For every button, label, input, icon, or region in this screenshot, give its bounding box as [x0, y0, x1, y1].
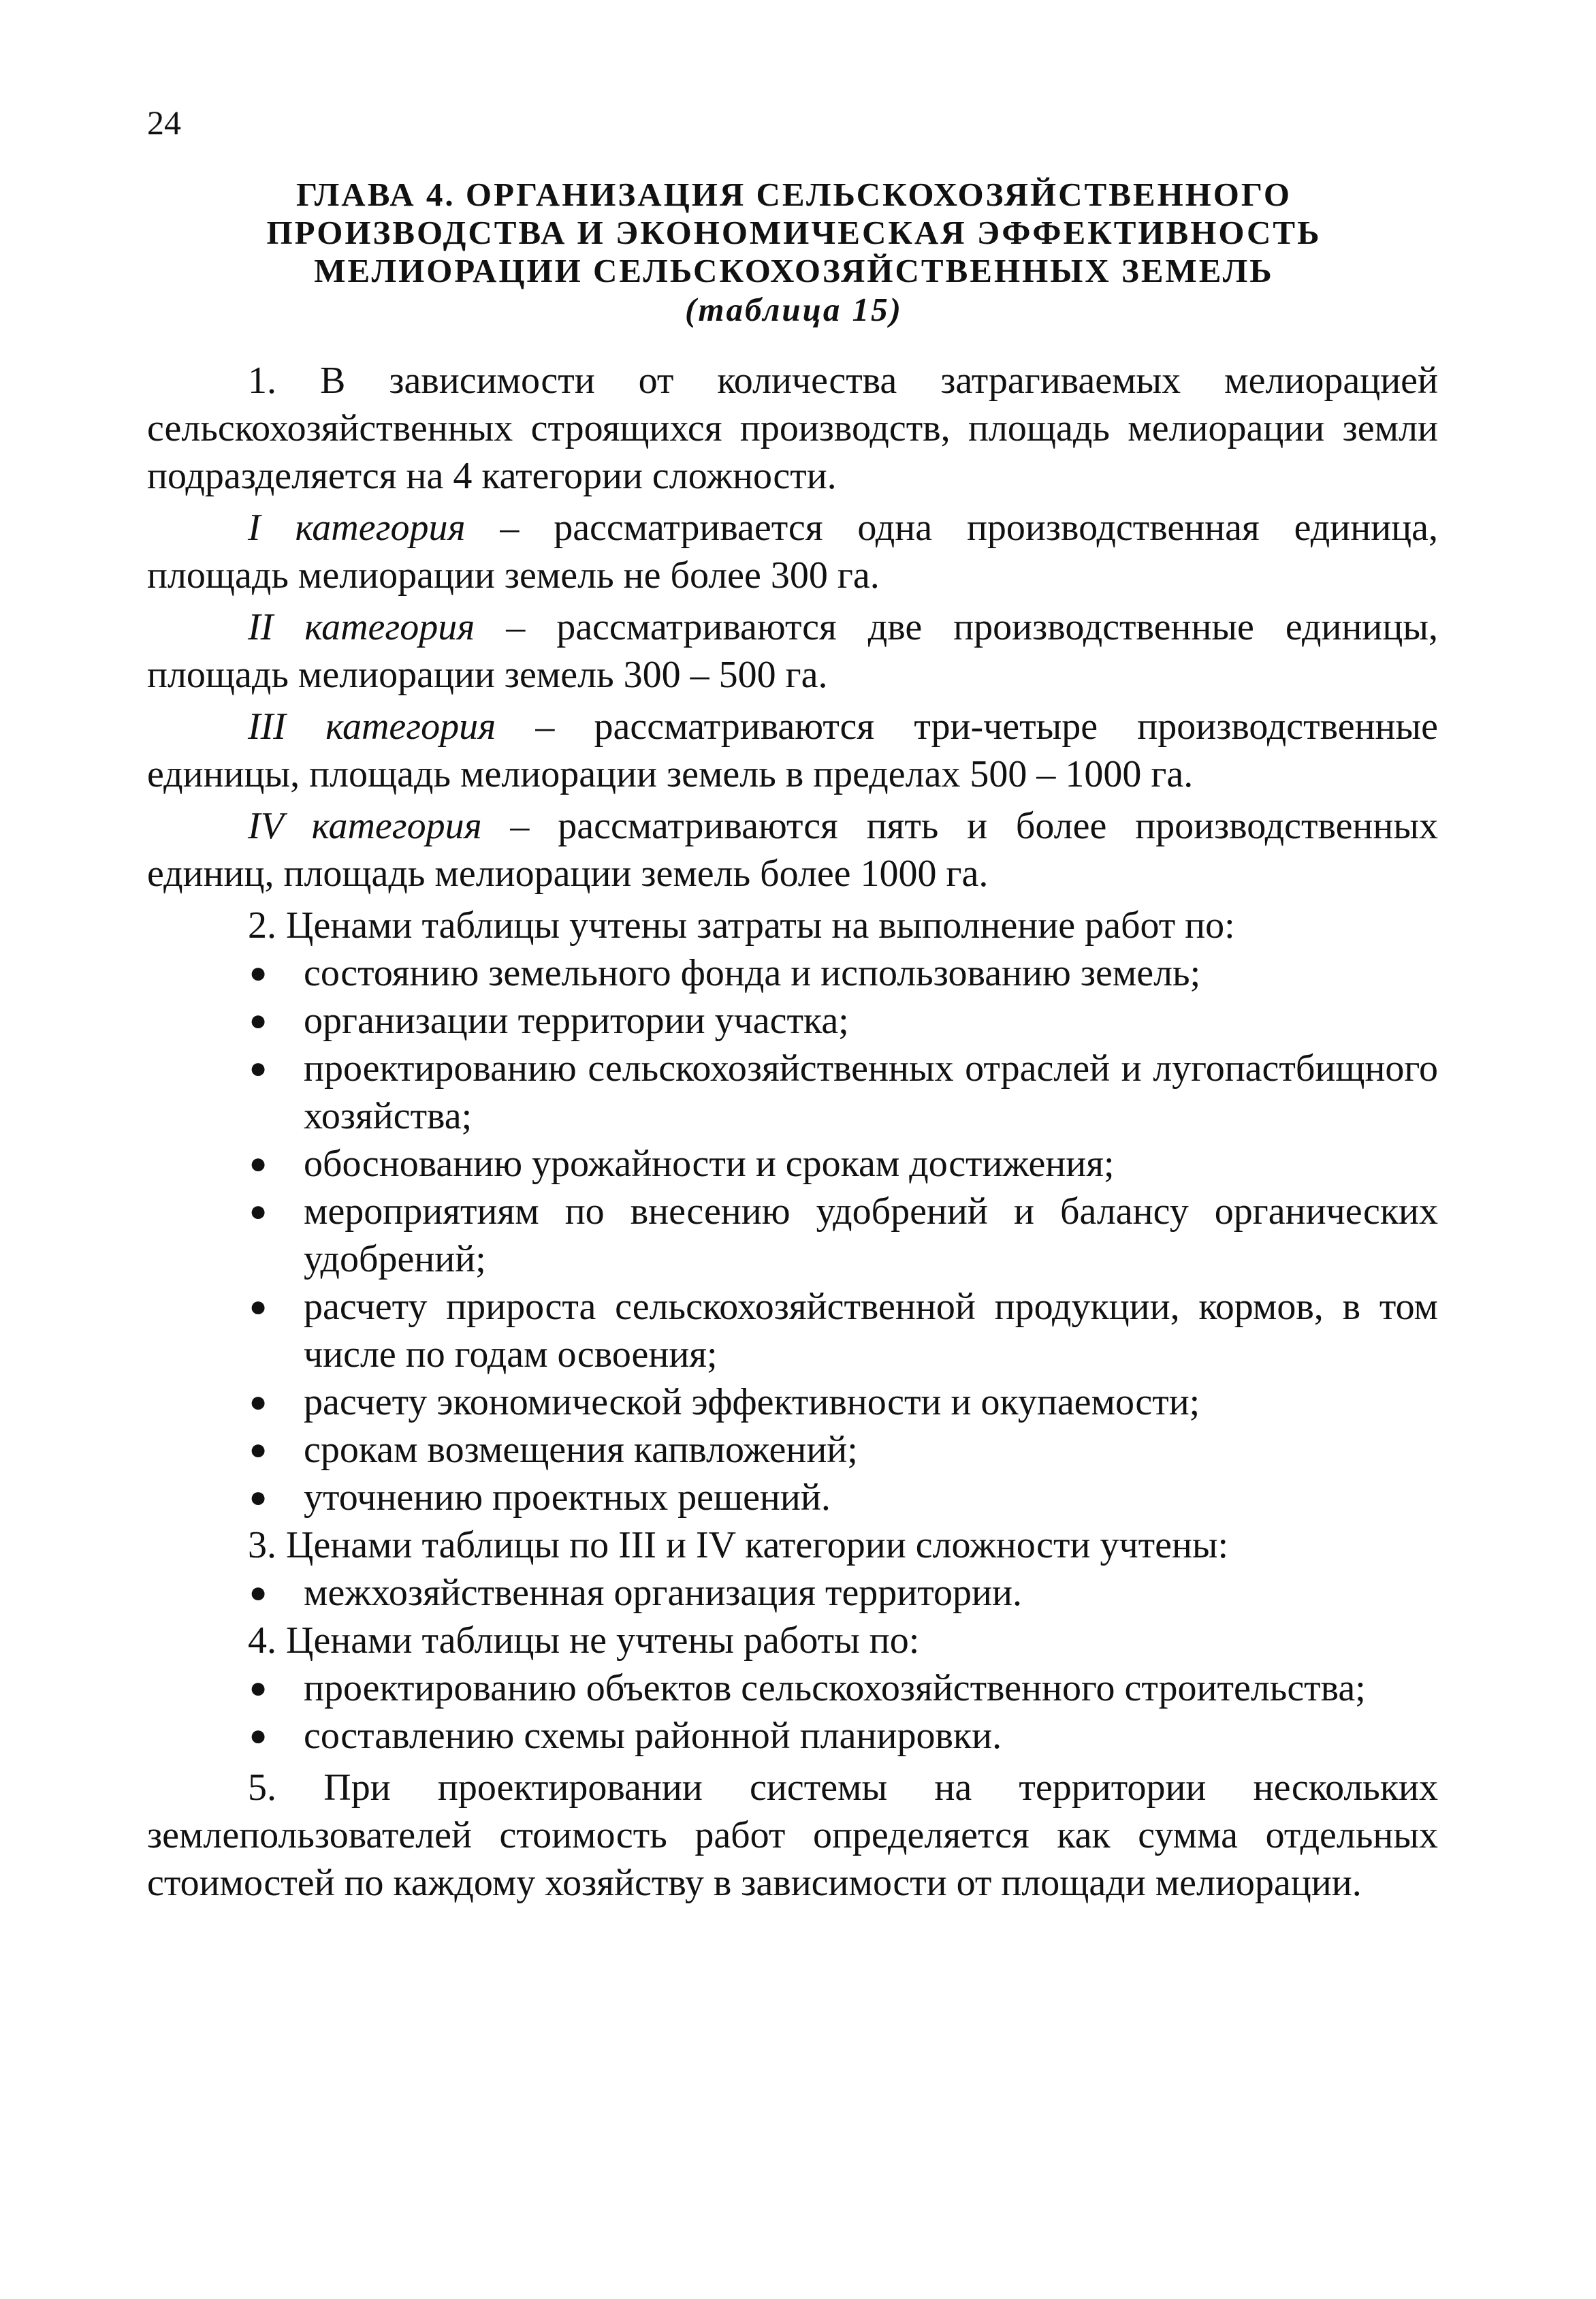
list-item-text: проектированию сельскохозяйственных отраслей и лугопастбищного хозяйства;	[304, 1047, 1438, 1137]
list-item	[147, 1426, 1438, 1474]
list-item-text: проектированию объектов сельскохозяйственного строительства;	[304, 1667, 1366, 1709]
list-item-text: обоснованию урожайности и срокам достижения;	[304, 1143, 1115, 1185]
category-2-text: – рассматриваются две производственные единицы, площадь мелиорации земель 300 – 500 га.	[147, 606, 1438, 696]
list-item	[147, 1664, 1438, 1712]
category-1-paragraph	[147, 504, 1438, 599]
category-3-text: – рассматриваются три-четыре производственные единицы, площадь мелиорации земель в пределах 500 – 1000 га.	[147, 705, 1439, 795]
section-3-intro: 3. Ценами таблицы по III и IV категории сложности учтены:	[248, 1524, 1229, 1566]
bullet-icon: ●	[249, 1004, 268, 1037]
section-3-list	[147, 1569, 1438, 1617]
list-item	[147, 1188, 1438, 1283]
bullet-icon: ●	[249, 1147, 268, 1180]
bullet-icon: ●	[249, 1719, 268, 1752]
list-item-text: состоянию земельного фонда и использованию земель;	[304, 952, 1201, 994]
category-3-paragraph	[147, 703, 1438, 798]
list-item-text: уточнению проектных решений.	[304, 1476, 831, 1519]
list-item	[147, 1712, 1438, 1760]
bullet-icon: ●	[249, 1671, 268, 1705]
chapter-heading-line-2: ПРОИЗВОДСТВА И ЭКОНОМИЧЕСКАЯ ЭФФЕКТИВНОСТЬ	[266, 214, 1322, 251]
category-2-paragraph	[147, 603, 1438, 699]
table-reference: (таблица 15)	[685, 291, 903, 328]
bullet-icon: ●	[249, 956, 268, 989]
list-item	[147, 1045, 1438, 1140]
chapter-heading-line-3: МЕЛИОРАЦИИ СЕЛЬСКОХОЗЯЙСТВЕННЫХ ЗЕМЕЛЬ	[314, 252, 1274, 289]
list-item	[147, 1474, 1438, 1521]
category-2-name: II категория	[248, 606, 475, 648]
list-item-text: организации территории участка;	[304, 1000, 849, 1042]
bullet-icon: ●	[249, 1051, 268, 1085]
category-1-text: – рассматривается одна производственная единица, площадь мелиорации земель не более 300 га.	[147, 507, 1438, 597]
category-3-name: III категория	[248, 705, 496, 748]
section-4-list	[147, 1664, 1438, 1760]
section-4-intro: 4. Ценами таблицы не учтены работы по:	[248, 1619, 920, 1662]
section-2-intro: 2. Ценами таблицы учтены затраты на выполнение работ по:	[248, 904, 1235, 947]
bullet-icon: ●	[249, 1385, 268, 1418]
list-item-text: составлению схемы районной планировки.	[304, 1715, 1002, 1757]
list-item-text: мероприятиям по внесению удобрений и балансу органических удобрений;	[304, 1190, 1438, 1280]
chapter-heading-line-1: ГЛАВА 4. ОРГАНИЗАЦИЯ СЕЛЬСКОХОЗЯЙСТВЕННОГО	[296, 176, 1292, 213]
category-4-name: IV категория	[248, 805, 482, 847]
section-2-list	[147, 949, 1438, 1521]
list-item-text: расчету прироста сельскохозяйственной продукции, кормов, в том числе по годам освоения;	[304, 1286, 1438, 1376]
bullet-icon: ●	[249, 1480, 268, 1514]
list-item-text: срокам возмещения капвложений;	[304, 1429, 858, 1471]
list-item	[147, 949, 1438, 997]
list-item	[147, 997, 1438, 1045]
list-item-text: расчету экономической эффективности и окупаемости;	[304, 1381, 1200, 1423]
bullet-icon: ●	[249, 1433, 268, 1466]
list-item	[147, 1378, 1438, 1426]
list-item	[147, 1140, 1438, 1188]
category-4-text: – рассматриваются пять и более производственных единиц, площадь мелиорации земель более 1000 га.	[147, 805, 1438, 895]
bullet-icon: ●	[249, 1576, 268, 1609]
bullet-icon: ●	[249, 1290, 268, 1323]
section-1-intro: 1. В зависимости от количества затрагиваемых мелиорацией сельскохозяйственных строящихся производств, площадь мелиорации земли подразделяется на 4 категории сложности.	[147, 360, 1438, 497]
document-body	[147, 357, 1438, 1907]
page-number: 24	[147, 104, 181, 142]
category-4-paragraph	[147, 802, 1438, 898]
list-item	[147, 1569, 1438, 1617]
section-5-paragraph: 5. При проектировании системы на территории нескольких землепользователей стоимость работ определяется как сумма отдельных стоимостей по каждому хозяйству в зависимости от площади мелиорации.	[147, 1766, 1438, 1904]
bullet-icon: ●	[249, 1194, 268, 1228]
chapter-heading	[147, 176, 1441, 330]
category-1-name: I категория	[248, 507, 466, 549]
list-item-text: межхозяйственная организация территории.	[304, 1572, 1022, 1614]
list-item	[147, 1283, 1438, 1378]
